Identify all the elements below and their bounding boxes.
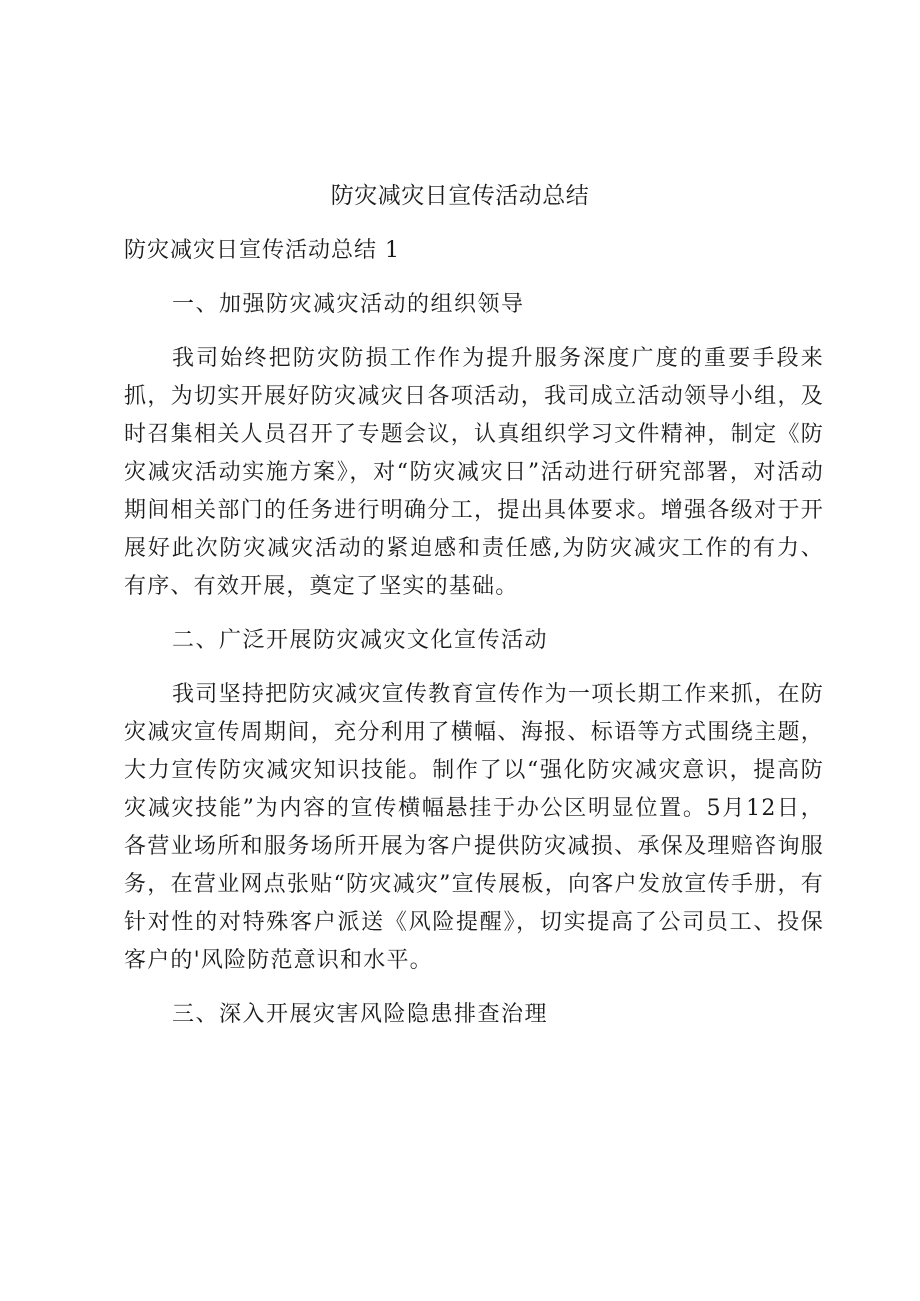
document-subtitle: 防灾减灾日宣传活动总结 1 — [124, 238, 400, 263]
section-heading-1: 一、加强防灾减灾活动的组织领导 — [172, 292, 525, 317]
document-title: 防灾减灾日宣传活动总结 — [330, 183, 590, 209]
section-paragraph-1: 我司始终把防灾防损工作作为提升服务深度广度的重要手段来抓，为切实开展好防灾减灾日各项活动，我司成立活动领导小组，及时召集相关人员召开了专题会议，认真组织学习文件精神，制定《防灾减灾活动实施方案》，对“防灾减灾日”活动进行研究部署，对活动期间相关部门的任务进行明确分工，提出具体要求。增强各级对于开展好此次防灾减灾活动的紧迫感和责任感,为防灾减灾工作的有力、有序、有效开展，奠定了坚实的基础。 — [124, 346, 824, 599]
document-body — [124, 232, 824, 1050]
section-paragraph-2: 我司坚持把防灾减灾宣传教育宣传作为一项长期工作来抓，在防灾减灾宣传周期间，充分利用了横幅、海报、标语等方式围绕主题，大力宣传防灾减灾知识技能。制作了以“强化防灾减灾意识，提高防灾减灾技能”为内容的宣传横幅悬挂于办公区明显位置。5月12日，各营业场所和服务场所开展为客户提供防灾减损、承保及理赔咨询服务，在营业网点张贴“防灾减灾”宣传展板，向客户发放宣传手册，有针对性的对特殊客户派送《风险提醒》，切实提高了公司员工、投保客户的'风险防范意识和水平。 — [124, 682, 824, 973]
section-heading-3: 三、深入开展灾害风险隐患排查治理 — [172, 1002, 549, 1027]
section-heading-2: 二、广泛开展防灾减灾文化宣传活动 — [172, 628, 549, 653]
